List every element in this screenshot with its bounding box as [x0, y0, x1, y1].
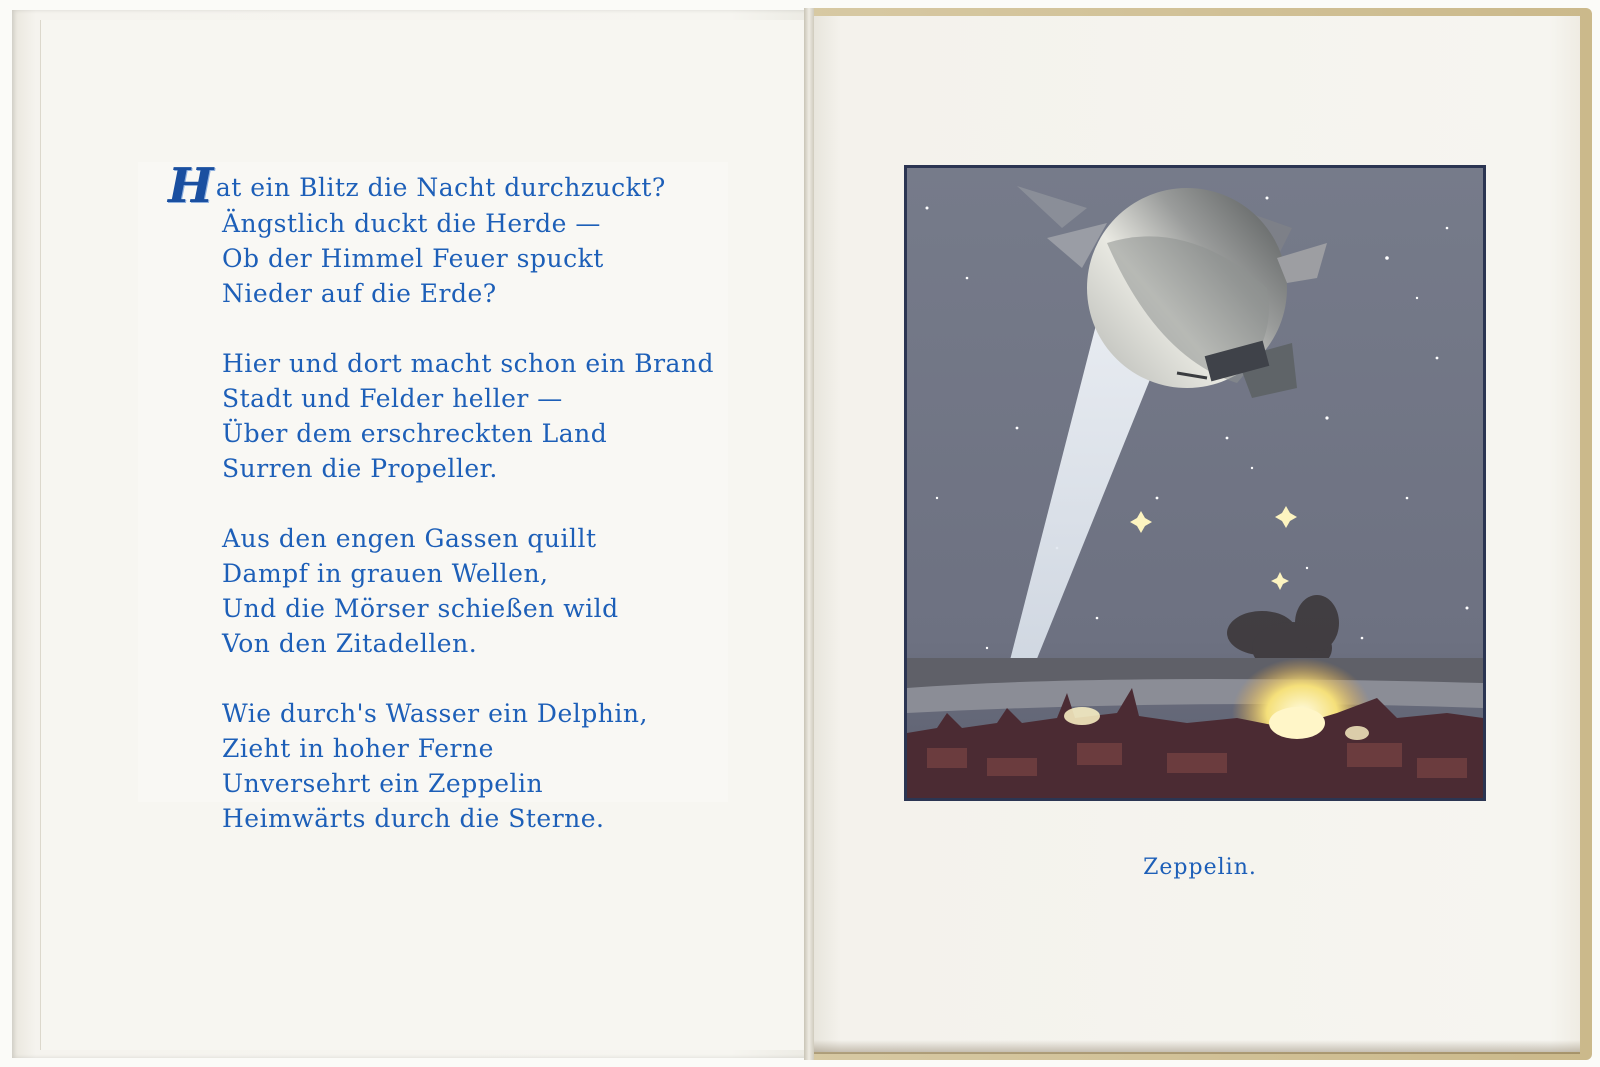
poem-line: Stadt und Felder heller —: [222, 384, 563, 413]
drop-cap-letter: H: [168, 158, 214, 214]
poem-line: Surren die Propeller.: [222, 454, 498, 483]
poem-line: Und die Mörser schießen wild: [222, 594, 619, 623]
stanza-2: [168, 346, 768, 486]
poem-line: Nieder auf die Erde?: [222, 279, 497, 308]
stanza-4: [168, 696, 768, 836]
poem-line: Ob der Himmel Feuer spuckt: [222, 244, 604, 273]
poem-line: Aus den engen Gassen quillt: [222, 524, 597, 553]
book-gutter: [804, 8, 814, 1060]
poem-line: Dampf in grauen Wellen,: [222, 559, 549, 588]
poem-line: Hat ein Blitz die Nacht durchzuckt?: [168, 158, 666, 214]
stanza-3: [168, 521, 768, 661]
zeppelin-night-raid-illustration: [907, 168, 1483, 798]
poem-line: Von den Zitadellen.: [222, 629, 478, 658]
poem-line: Wie durch's Wasser ein Delphin,: [222, 699, 648, 728]
zeppelin-illustration: [907, 168, 1483, 798]
stanza-1: [168, 158, 768, 311]
poem-line: Hier und dort macht schon ein Brand: [222, 349, 715, 378]
poem-line: Zieht in hoher Ferne: [222, 734, 494, 763]
illustration-caption: Zeppelin.: [1143, 855, 1257, 880]
poem-line: Heimwärts durch die Sterne.: [222, 804, 605, 833]
page-bottom-shadow: [810, 1040, 1580, 1054]
poem-line: Über dem erschreckten Land: [222, 419, 608, 448]
poem: [168, 158, 768, 871]
poem-line: Ängstlich duckt die Herde —: [222, 209, 601, 238]
poem-line: Unversehrt ein Zeppelin: [222, 769, 544, 798]
